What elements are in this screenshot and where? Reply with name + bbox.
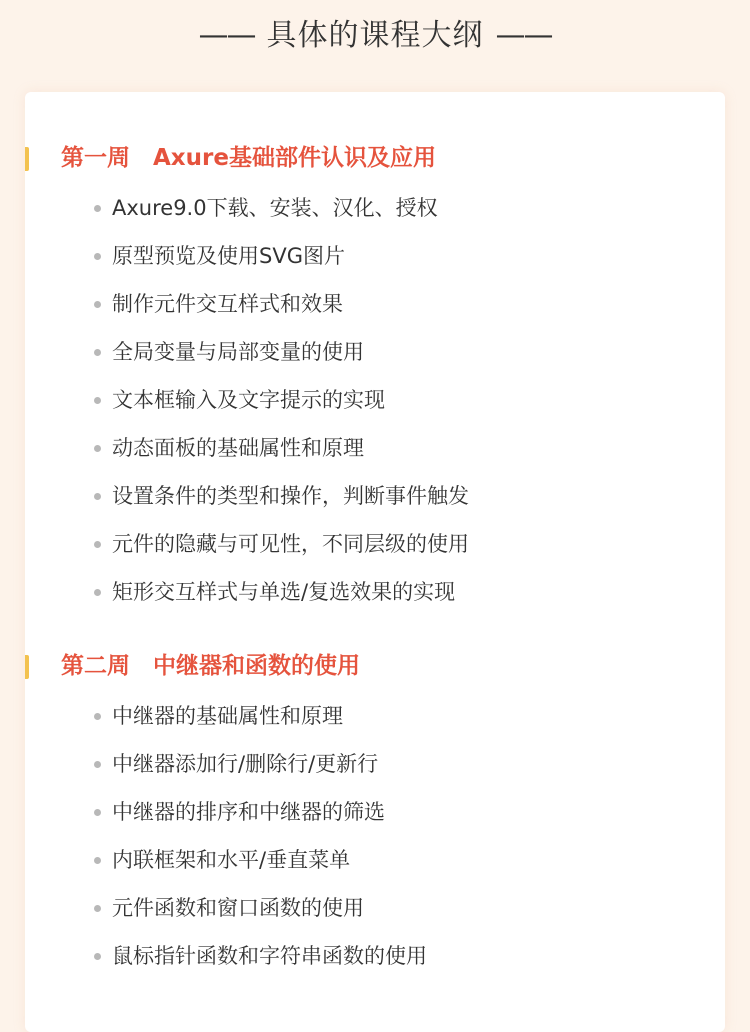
dot-bullet-icon xyxy=(94,205,101,212)
dot-bullet-icon xyxy=(94,253,101,260)
list-item-text: 矩形交互样式与单选/复选效果的实现 xyxy=(112,580,456,604)
list-item-text: 动态面板的基础属性和原理 xyxy=(112,436,364,460)
list-item-text: Axure9.0下载、安装、汉化、授权 xyxy=(112,196,438,220)
dot-bullet-icon xyxy=(94,493,101,500)
list-item xyxy=(25,568,469,616)
header-dash-left: —— xyxy=(198,18,255,53)
list-item xyxy=(25,184,469,232)
list-item xyxy=(25,884,427,932)
list-item-text: 元件函数和窗口函数的使用 xyxy=(112,896,364,920)
list-item xyxy=(25,836,427,884)
header-dash-right: —— xyxy=(495,18,552,53)
list-item xyxy=(25,520,469,568)
dot-bullet-icon xyxy=(94,349,101,356)
dot-bullet-icon xyxy=(94,809,101,816)
list-item xyxy=(25,376,469,424)
list-item-text: 中继器添加行/删除行/更新行 xyxy=(112,752,379,776)
dot-bullet-icon xyxy=(94,857,101,864)
dot-bullet-icon xyxy=(94,761,101,768)
dot-bullet-icon xyxy=(94,445,101,452)
list-item xyxy=(25,788,427,836)
list-item-text: 元件的隐藏与可见性，不同层级的使用 xyxy=(112,532,469,556)
list-item-text: 制作元件交互样式和效果 xyxy=(112,292,343,316)
list-item-text: 中继器的排序和中继器的筛选 xyxy=(112,800,385,824)
dot-bullet-icon xyxy=(94,953,101,960)
section-header xyxy=(25,652,725,680)
page-title: 具体的课程大纲 xyxy=(266,18,484,53)
list-item xyxy=(25,932,427,980)
list-item xyxy=(25,692,427,740)
list-item-text: 文本框输入及文字提示的实现 xyxy=(112,388,385,412)
dot-bullet-icon xyxy=(94,397,101,404)
list-item-text: 原型预览及使用SVG图片 xyxy=(112,244,345,268)
section-item-list xyxy=(25,184,469,616)
section-week-1 xyxy=(25,144,725,604)
list-item xyxy=(25,232,469,280)
section-title: 第二周 中继器和函数的使用 xyxy=(61,653,360,679)
list-item-text: 全局变量与局部变量的使用 xyxy=(112,340,364,364)
list-item-text: 设置条件的类型和操作，判断事件触发 xyxy=(112,484,469,508)
list-item xyxy=(25,280,469,328)
list-item-text: 中继器的基础属性和原理 xyxy=(112,704,343,728)
list-item xyxy=(25,740,427,788)
list-item xyxy=(25,328,469,376)
list-item-text: 内联框架和水平/垂直菜单 xyxy=(112,848,351,872)
list-item xyxy=(25,472,469,520)
dot-bullet-icon xyxy=(94,905,101,912)
dot-bullet-icon xyxy=(94,713,101,720)
list-item-text: 鼠标指针函数和字符串函数的使用 xyxy=(112,944,427,968)
vertical-bar-icon xyxy=(25,655,29,679)
vertical-bar-icon xyxy=(25,147,29,171)
list-item xyxy=(25,424,469,472)
section-header xyxy=(25,144,725,172)
page-header xyxy=(0,0,750,72)
dot-bullet-icon xyxy=(94,301,101,308)
dot-bullet-icon xyxy=(94,541,101,548)
section-title: 第一周 Axure基础部件认识及应用 xyxy=(61,145,436,171)
dot-bullet-icon xyxy=(94,589,101,596)
course-outline-card xyxy=(25,92,725,1032)
section-item-list xyxy=(25,692,427,980)
section-week-2 xyxy=(25,652,725,968)
